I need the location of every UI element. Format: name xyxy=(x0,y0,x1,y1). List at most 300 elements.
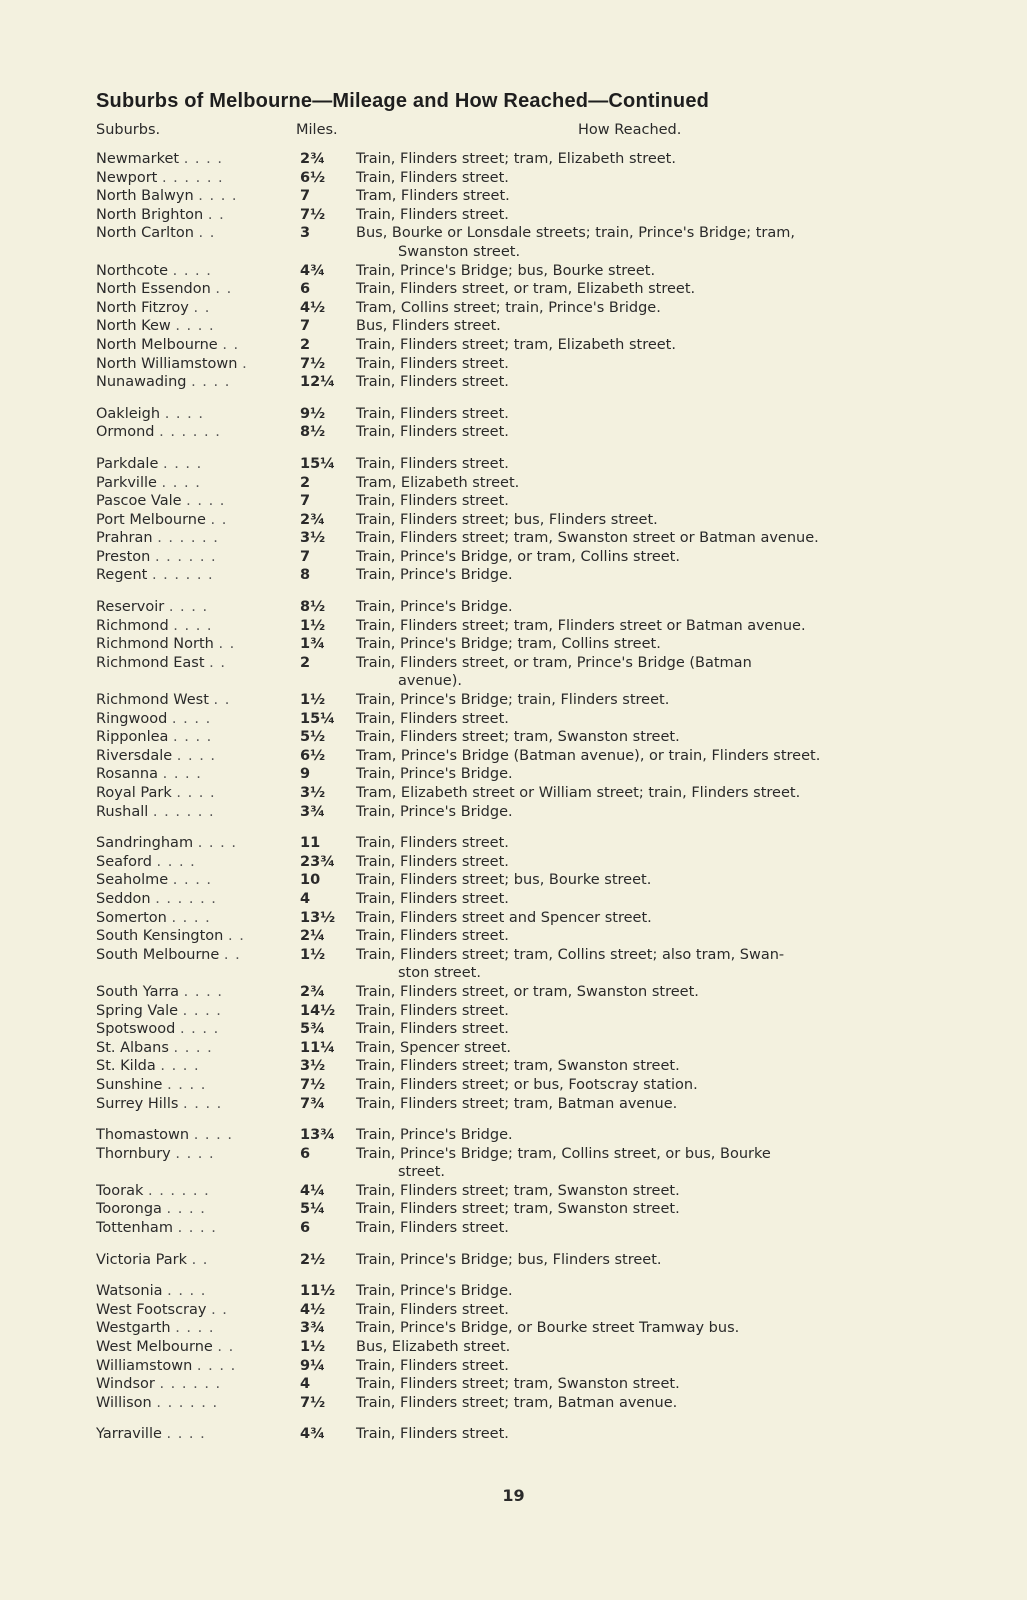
suburb-name: Seddon xyxy=(96,890,151,907)
leader-dots: . . . . xyxy=(162,766,202,783)
miles-cell: 11½ xyxy=(300,1283,336,1300)
suburb-cell xyxy=(96,871,301,890)
how-reached-text: Train, Flinders street. xyxy=(356,835,509,852)
how-reached-cell xyxy=(356,206,916,225)
miles-cell: 4¾ xyxy=(300,1426,326,1443)
miles-cell: 11¼ xyxy=(300,1039,336,1056)
table-row xyxy=(0,529,1027,548)
suburb-name: North Essendon xyxy=(96,281,211,298)
suburb-name: Richmond East xyxy=(96,654,205,671)
how-reached-text: Train, Flinders street; bus, Bourke street. xyxy=(356,872,652,889)
how-reached-text: Train, Flinders street; tram, Elizabeth street. xyxy=(356,336,676,353)
suburb-cell xyxy=(96,927,301,946)
how-reached-cell xyxy=(356,853,916,872)
how-reached-header: How Reached. xyxy=(578,122,682,138)
leader-dots: . . . . xyxy=(186,493,226,510)
how-reached-cell xyxy=(356,1126,916,1145)
table-row xyxy=(0,355,1027,374)
leader-dots: . . . . . . xyxy=(152,803,215,820)
suburb-name: Thornbury xyxy=(96,1145,171,1162)
how-reached-cell xyxy=(356,355,916,374)
how-reached-text: Train, Flinders street; tram, Swanston street. xyxy=(356,1182,680,1199)
how-reached-cell xyxy=(356,1357,916,1376)
leader-dots: . . xyxy=(207,206,225,223)
suburb-name: North Balwyn xyxy=(96,188,194,205)
leader-dots: . . . . xyxy=(161,474,201,491)
miles-header: Miles. xyxy=(296,122,338,138)
leader-dots: . . . . xyxy=(179,1021,220,1038)
suburb-cell xyxy=(96,1357,301,1376)
leader-dots: . . . . xyxy=(183,151,223,167)
suburb-cell xyxy=(96,299,301,318)
how-reached-text: Train, Flinders street. xyxy=(356,455,509,472)
leader-dots: . . . . xyxy=(175,1320,215,1337)
how-reached-text: Train, Flinders street; tram, Swanston street. xyxy=(356,729,680,746)
suburb-name: Victoria Park xyxy=(96,1251,187,1268)
how-reached-text: Tram, Collins street; train, Prince's Bridge. xyxy=(356,299,661,316)
table-row xyxy=(0,405,1027,424)
how-reached-cell xyxy=(356,1282,916,1301)
leader-dots: . . . . xyxy=(175,318,215,335)
table-row xyxy=(0,548,1027,567)
how-reached-text: Train, Flinders street. xyxy=(356,710,509,727)
suburb-name: Pascoe Vale xyxy=(96,493,182,510)
suburb-name: Rushall xyxy=(96,803,149,820)
suburb-cell xyxy=(96,1375,301,1394)
how-reached-cell xyxy=(356,927,916,946)
suburb-cell xyxy=(96,1057,301,1076)
miles-cell: 7 xyxy=(300,188,311,205)
suburb-name: North Fitzroy xyxy=(96,299,189,316)
how-reached-text: Train, Flinders street. xyxy=(356,1301,509,1318)
suburb-cell xyxy=(96,1076,301,1095)
table-row xyxy=(0,1020,1027,1039)
miles-cell: 2¾ xyxy=(300,511,326,528)
suburb-cell xyxy=(96,1182,301,1201)
table-row xyxy=(0,299,1027,318)
suburb-name: South Kensington xyxy=(96,928,224,945)
miles-cell: 7 xyxy=(300,318,311,335)
miles-cell: 3½ xyxy=(300,530,326,547)
table-row xyxy=(0,691,1027,710)
suburb-name: Spotswood xyxy=(96,1021,176,1038)
table-row xyxy=(0,1425,1027,1444)
table-row xyxy=(0,654,1027,691)
how-reached-text: Train, Prince's Bridge; bus, Bourke street. xyxy=(356,262,656,279)
suburb-name: Sunshine xyxy=(96,1076,163,1093)
how-reached-text: Tram, Prince's Bridge (Batman avenue), or train, Flinders street. xyxy=(356,747,821,764)
suburb-cell xyxy=(96,206,301,225)
miles-cell: 8½ xyxy=(300,599,326,616)
how-reached-cell xyxy=(356,710,916,729)
suburb-name: Tooronga xyxy=(96,1201,162,1218)
suburb-name: Parkville xyxy=(96,474,157,491)
miles-cell: 9¼ xyxy=(300,1357,326,1374)
how-reached-cell xyxy=(356,280,916,299)
suburb-cell xyxy=(96,548,301,567)
table-row xyxy=(0,927,1027,946)
suburb-name: Ringwood xyxy=(96,710,168,727)
table-row xyxy=(0,1002,1027,1021)
how-reached-cell xyxy=(356,1182,916,1201)
suburb-name: Rosanna xyxy=(96,766,159,783)
miles-cell: 2¼ xyxy=(300,928,326,945)
how-reached-cell xyxy=(356,1375,916,1394)
suburb-name: Williamstown xyxy=(96,1357,193,1374)
miles-cell: 7½ xyxy=(300,1076,326,1093)
suburb-cell xyxy=(96,635,301,654)
leader-dots: . . . . xyxy=(164,405,204,422)
table-row xyxy=(0,262,1027,281)
table-row xyxy=(0,1319,1027,1338)
how-reached-cell xyxy=(356,1039,916,1058)
how-reached-cell xyxy=(356,566,916,585)
how-reached-text: Train, Prince's Bridge; tram, Collins street, or bus, Bourke xyxy=(356,1145,771,1162)
table-row xyxy=(0,1182,1027,1201)
suburb-name: North Carlton xyxy=(96,225,194,242)
miles-cell: 1½ xyxy=(300,617,326,634)
table-row xyxy=(0,317,1027,336)
suburb-cell xyxy=(96,728,301,747)
miles-cell: 12¼ xyxy=(300,374,336,391)
leader-dots: . . . . xyxy=(167,1076,207,1093)
table-row xyxy=(0,765,1027,784)
suburb-name: Somerton xyxy=(96,909,167,926)
miles-cell: 13¾ xyxy=(300,1127,336,1144)
leader-dots: . . . . xyxy=(156,853,196,870)
how-reached-cell xyxy=(356,765,916,784)
suburb-cell xyxy=(96,355,301,374)
suburb-name: Newport xyxy=(96,169,158,186)
miles-cell: 10 xyxy=(300,872,321,889)
suburb-name: Richmond West xyxy=(96,692,209,709)
suburb-name: Ormond xyxy=(96,424,155,441)
how-reached-text: Train, Flinders street, or tram, Swanston street. xyxy=(356,983,699,1000)
miles-cell: 4½ xyxy=(300,299,326,316)
suburb-cell xyxy=(96,1282,301,1301)
suburb-cell xyxy=(96,405,301,424)
table-row xyxy=(0,1301,1027,1320)
leader-dots: . . . . xyxy=(173,617,213,634)
suburb-cell xyxy=(96,853,301,872)
leader-dots: . . xyxy=(209,654,226,671)
leader-dots: . . . . xyxy=(175,1145,215,1162)
table-row xyxy=(0,1375,1027,1394)
leader-dots: . . . . xyxy=(160,1058,200,1075)
how-reached-text: Train, Flinders street. xyxy=(356,206,509,223)
suburb-cell xyxy=(96,1319,301,1338)
leader-dots: . . . . xyxy=(163,455,203,472)
suburb-name: Sandringham xyxy=(96,835,194,852)
how-reached-text: Train, Flinders street; tram, Flinders street or Batman avenue. xyxy=(356,617,806,634)
leader-dots: . . . . . . xyxy=(159,424,221,441)
miles-cell: 4 xyxy=(300,890,311,907)
miles-cell: 8 xyxy=(300,567,311,584)
how-reached-continuation: avenue). xyxy=(398,673,462,690)
miles-cell: 8½ xyxy=(300,424,326,441)
suburb-cell xyxy=(96,710,301,729)
miles-cell: 1½ xyxy=(300,946,326,963)
miles-cell: 9½ xyxy=(300,405,326,422)
miles-cell: 15¼ xyxy=(300,710,336,727)
miles-cell: 6½ xyxy=(300,747,326,764)
miles-cell: 23¾ xyxy=(300,853,336,870)
table-row xyxy=(0,1076,1027,1095)
suburb-cell xyxy=(96,1002,301,1021)
suburb-cell xyxy=(96,169,301,188)
leader-dots: . . . . . . xyxy=(157,530,219,547)
suburb-name: Riversdale xyxy=(96,747,173,764)
how-reached-text: Train, Flinders street. xyxy=(356,928,509,945)
leader-dots: . . . . xyxy=(168,599,209,616)
suburb-name: Thomastown xyxy=(96,1127,190,1144)
how-reached-text: Train, Flinders street. xyxy=(356,1357,509,1374)
how-reached-cell xyxy=(356,1076,916,1095)
how-reached-text: Train, Flinders street; tram, Batman avenue. xyxy=(356,1394,678,1411)
table-row xyxy=(0,423,1027,442)
suburb-cell xyxy=(96,423,301,442)
leader-dots: . . xyxy=(210,511,228,528)
table-row xyxy=(0,224,1027,261)
suburb-cell xyxy=(96,1394,301,1413)
miles-cell: 5½ xyxy=(300,729,326,746)
suburb-cell xyxy=(96,784,301,803)
how-reached-text: Train, Flinders street. xyxy=(356,169,509,186)
suburb-cell xyxy=(96,1301,301,1320)
how-reached-cell xyxy=(356,169,916,188)
table-row xyxy=(0,710,1027,729)
how-reached-text: Train, Prince's Bridge; tram, Collins street. xyxy=(356,636,661,653)
how-reached-cell xyxy=(356,1319,916,1338)
table-row xyxy=(0,747,1027,766)
suburb-name: Newmarket xyxy=(96,151,180,167)
how-reached-cell xyxy=(356,834,916,853)
how-reached-cell xyxy=(356,262,916,281)
how-reached-cell xyxy=(356,187,916,206)
how-reached-cell xyxy=(356,317,916,336)
how-reached-cell xyxy=(356,909,916,928)
how-reached-text: Train, Flinders street; tram, Swanston street or Batman avenue. xyxy=(356,530,819,547)
table-row xyxy=(0,492,1027,511)
miles-cell: 4 xyxy=(300,1376,311,1393)
suburb-cell xyxy=(96,511,301,530)
miles-cell: 4½ xyxy=(300,1301,326,1318)
leader-dots: . . . . xyxy=(167,1283,207,1300)
suburb-name: Westgarth xyxy=(96,1320,171,1337)
suburb-name: Regent xyxy=(96,567,148,584)
leader-dots: . . . . xyxy=(171,909,211,926)
how-reached-text: Train, Prince's Bridge. xyxy=(356,1283,513,1300)
suburb-cell xyxy=(96,529,301,548)
how-reached-cell xyxy=(356,617,916,636)
miles-cell: 2¾ xyxy=(300,983,326,1000)
how-reached-cell xyxy=(356,511,916,530)
suburb-name: West Footscray xyxy=(96,1301,207,1318)
leader-dots: . . . . . . xyxy=(148,1182,210,1199)
miles-cell: 7 xyxy=(300,493,311,510)
miles-cell: 3¾ xyxy=(300,1320,326,1337)
suburb-name: North Williamstown xyxy=(96,355,238,372)
leader-dots: . . . . . . xyxy=(159,1376,222,1393)
how-reached-text: Train, Flinders street. xyxy=(356,424,509,441)
how-reached-text: Train, Flinders street. xyxy=(356,355,509,372)
suburb-name: Nunawading xyxy=(96,374,187,391)
how-reached-cell xyxy=(356,946,916,983)
leader-dots: . . . . . . xyxy=(156,1394,219,1411)
suburb-cell xyxy=(96,1425,301,1444)
table-row xyxy=(0,890,1027,909)
how-reached-text: Train, Flinders street. xyxy=(356,405,509,422)
suburb-name: Seaholme xyxy=(96,872,169,889)
table-row xyxy=(0,1394,1027,1413)
suburb-name: Richmond North xyxy=(96,636,214,653)
suburb-name: Northcote xyxy=(96,262,169,279)
miles-cell: 2 xyxy=(300,336,311,353)
table-row xyxy=(0,1057,1027,1076)
leader-dots: . . . . xyxy=(176,785,216,801)
suburb-name: Yarraville xyxy=(96,1426,162,1443)
how-reached-cell xyxy=(356,455,916,474)
how-reached-text: Train, Flinders street; or bus, Footscray station. xyxy=(356,1076,698,1093)
how-reached-text: Train, Prince's Bridge, or Bourke street Tramway bus. xyxy=(356,1320,740,1337)
table-row xyxy=(0,1357,1027,1376)
suburb-name: St. Albans xyxy=(96,1039,169,1056)
suburb-cell xyxy=(96,765,301,784)
suburb-name: Spring Vale xyxy=(96,1002,179,1019)
how-reached-text: Train, Prince's Bridge. xyxy=(356,766,513,783)
miles-cell: 14½ xyxy=(300,1002,336,1019)
table-row xyxy=(0,1219,1027,1238)
leader-dots: . . . . xyxy=(171,710,212,727)
suburb-cell xyxy=(96,1095,301,1114)
how-reached-cell xyxy=(356,1394,916,1413)
how-reached-text: Tram, Elizabeth street or William street; train, Flinders street. xyxy=(356,785,801,801)
suburb-cell xyxy=(96,492,301,511)
table-row xyxy=(0,1095,1027,1114)
leader-dots: . . xyxy=(215,281,233,298)
miles-cell: 4¾ xyxy=(300,262,326,279)
table-row xyxy=(0,1145,1027,1182)
miles-cell: 1½ xyxy=(300,692,326,709)
miles-cell: 3¾ xyxy=(300,803,326,820)
how-reached-text: Train, Flinders street. xyxy=(356,1426,509,1443)
suburb-name: Toorak xyxy=(96,1182,144,1199)
miles-cell: 7½ xyxy=(300,355,326,372)
leader-dots: . . xyxy=(217,1339,235,1356)
how-reached-cell xyxy=(356,691,916,710)
suburb-name: Parkdale xyxy=(96,455,159,472)
leader-dots: . . . . xyxy=(177,1220,217,1237)
table-row xyxy=(0,946,1027,983)
table-row xyxy=(0,187,1027,206)
how-reached-cell xyxy=(356,150,916,169)
how-reached-cell xyxy=(356,224,916,261)
table-row xyxy=(0,871,1027,890)
suburb-cell xyxy=(96,1145,301,1164)
suburb-cell xyxy=(96,262,301,281)
leader-dots: . . . . xyxy=(172,872,213,889)
how-reached-text: Train, Flinders street. xyxy=(356,1021,509,1038)
leader-dots: . . xyxy=(218,636,236,653)
how-reached-text: Train, Flinders street. xyxy=(356,1002,509,1019)
suburb-cell xyxy=(96,890,301,909)
suburb-name: Willison xyxy=(96,1394,152,1411)
miles-cell: 4¼ xyxy=(300,1182,326,1199)
how-reached-cell xyxy=(356,492,916,511)
table-row xyxy=(0,1282,1027,1301)
miles-cell: 9 xyxy=(300,766,311,783)
suburb-cell xyxy=(96,909,301,928)
suburb-cell xyxy=(96,224,301,243)
leader-dots: . . xyxy=(211,1301,228,1318)
how-reached-cell xyxy=(356,336,916,355)
how-reached-cell xyxy=(356,299,916,318)
suburb-name: South Yarra xyxy=(96,983,180,1000)
leader-dots: . . . . xyxy=(172,262,212,279)
suburb-name: Surrey Hills xyxy=(96,1095,179,1112)
how-reached-cell xyxy=(356,983,916,1002)
suburb-cell xyxy=(96,187,301,206)
leader-dots: . . . . xyxy=(196,1357,237,1374)
table-row xyxy=(0,336,1027,355)
leader-dots: . . . . xyxy=(193,1127,233,1144)
suburb-name: Prahran xyxy=(96,530,153,547)
table-row xyxy=(0,511,1027,530)
how-reached-text: Train, Flinders street; tram, Swanston street. xyxy=(356,1201,680,1218)
suburb-cell xyxy=(96,691,301,710)
leader-dots: . . xyxy=(213,692,231,709)
miles-cell: 2½ xyxy=(300,1251,326,1268)
how-reached-cell xyxy=(356,1020,916,1039)
miles-cell: 11 xyxy=(300,835,321,852)
suburb-name: North Kew xyxy=(96,318,171,335)
how-reached-cell xyxy=(356,747,916,766)
leader-dots: . . xyxy=(193,299,211,316)
suburb-name: Reservoir xyxy=(96,599,165,616)
how-reached-cell xyxy=(356,728,916,747)
leader-dots: . . . . xyxy=(166,1426,206,1443)
table-row xyxy=(0,635,1027,654)
leader-dots: . . xyxy=(222,336,240,353)
suburb-name: Watsonia xyxy=(96,1283,163,1300)
table-row xyxy=(0,834,1027,853)
suburb-cell xyxy=(96,280,301,299)
how-reached-text: Train, Flinders street, or tram, Elizabeth street. xyxy=(356,281,696,298)
how-reached-text: Train, Prince's Bridge. xyxy=(356,803,513,820)
leader-dots: . . xyxy=(223,946,241,963)
how-reached-text: Train, Flinders street. xyxy=(356,1220,509,1237)
how-reached-text: Train, Flinders street; tram, Elizabeth street. xyxy=(356,151,676,167)
miles-cell: 7½ xyxy=(300,1394,326,1411)
how-reached-cell xyxy=(356,784,916,803)
page-number: 19 xyxy=(502,1486,525,1505)
how-reached-cell xyxy=(356,373,916,392)
suburb-cell xyxy=(96,654,301,673)
how-reached-cell xyxy=(356,474,916,493)
how-reached-text: Train, Flinders street; tram, Batman avenue. xyxy=(356,1095,678,1112)
suburb-name: St. Kilda xyxy=(96,1058,156,1075)
suburb-name: Seaford xyxy=(96,853,152,870)
table-row xyxy=(0,803,1027,822)
table-row xyxy=(0,280,1027,299)
how-reached-cell xyxy=(356,1145,916,1182)
suburb-cell xyxy=(96,1219,301,1238)
how-reached-cell xyxy=(356,890,916,909)
table-row xyxy=(0,728,1027,747)
how-reached-text: Train, Flinders street. xyxy=(356,374,509,391)
table-row xyxy=(0,206,1027,225)
how-reached-text: Train, Prince's Bridge. xyxy=(356,599,513,616)
